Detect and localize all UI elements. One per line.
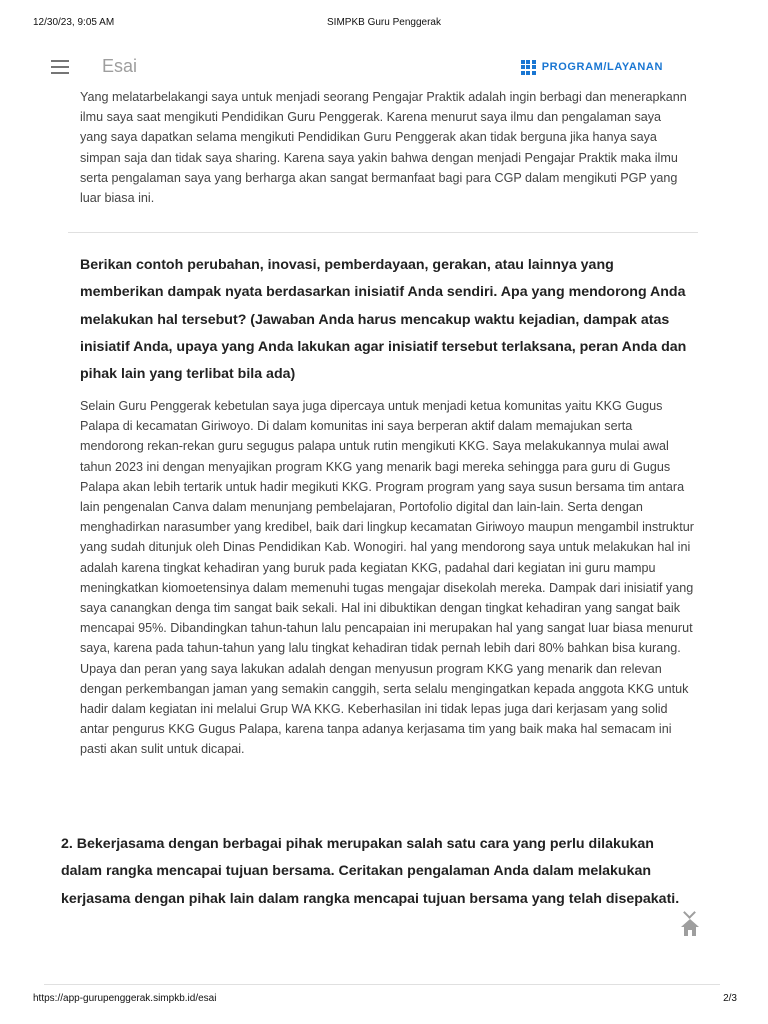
previous-answer-container [80,88,690,213]
question-kerjasama: 2. Bekerjasama dengan berbagai pihak merupakan salah satu cara yang perlu dilakukan dalam rangka mencapai tujuan bersama. Ceritakan pengalaman Anda dalam melakukan kerjasama dengan pihak lain dalam rangka mencapai tujuan bersama yang telah disepakati. [61,836,680,907]
app-bar [33,44,735,90]
question-inisiatif: Berikan contoh perubahan, inovasi, pemberdayaan, gerakan, atau lainnya yang memberikan dampak nyata berdasarkan inisiatif Anda sendiri. Apa yang mendorong Anda melakukan hal tersebut? (Jawaban Anda harus mencakup waktu kejadian, dampak atas inisiatif Anda, upaya yang Anda lakukan agar inisiatif tersebut terlaksana, peran Anda dan pihak lain yang terlibat bila ada) [80,257,687,383]
apps-grid-icon [521,60,536,75]
print-doc-title: SIMPKB Guru Penggerak [327,17,441,28]
menu-icon[interactable] [51,60,69,74]
print-page-number: 2/3 [723,993,737,1004]
print-datetime: 12/30/23, 9:05 AM [33,17,115,28]
chevron-down-icon[interactable] [683,906,696,919]
print-footer [0,993,768,1009]
print-url: https://app-gurupenggerak.simpkb.id/esai [33,993,217,1004]
home-icon[interactable] [681,919,699,936]
program-layanan-label: PROGRAM/LAYANAN [541,61,663,73]
answer-inisiatif: Selain Guru Penggerak kebetulan saya juga dipercaya untuk menjadi ketua komunitas yaitu KKG Gugus Palapa di kecamatan Giriwoyo. Di dalam komunitas ini saya berperan aktif dalam memajukan serta mendorong rekan-rekan guru segugus palapa untuk rutin mengikuti KKG. Saya melakukannya mulai awal tahun 2023 ini dengan menyajikan program KKG yang menarik bagi mereka sehingga para guru di Gugus Palapa akan lebih tertarik untuk hadir megikuti KKG. Program program yang saya susun bersama tim antara lain pengenalan Canva dalam menunjang pembelajaran, Portofolio digital dan lain-lain. Serta dengan menghadirkan narasumber yang kredibel, baik dari lingkup kecamatan Giriwoyo maupun mengambil instruktur yang sudah ditunjuk oleh Dinas Pendidikan Kab. Wonogiri. hal yang mendorong saya untuk melakukan hal ini adalah karena tingkat kehadiran yang buruk pada kegiatan KKG, padahal dari kegiatan ini guru mampu meningkatkan kiomoetensinya dalam memenuhi tugas mengajar disekolah mereka. Dampak dari inisiatif yang saya canangkan denga tim sangat baik sekali. Hal ini dibuktikan dengan tingkat kehadiran yang sangat baik mencapai 95%. Dibandingkan tahun-tahun lalu pencapaian ini merupakan hal yang sangat luar biasa menurut saya, karena pada tahun-tahun yang lalu tingkat kehadiran tidak pernah lebih dari 80% bahkan bisa kurang. Upaya dan peran yang saya lakukan adalah dengan menyusun program KKG yang menarik dan relevan dengan perkembangan jaman yang semakin canggih, serta selalu mengingatkan kepada anggota KKG untuk hadir dalam kegiatan ini melalui Grup WA KKG. Keberhasilan ini tidak lepas juga dari kerjasam yang solid antar pengurus KKG Gugus Palapa, karena tanpa adanya kerjasama tim yang baik maka hal semacam ini pasti akan sulit untuk dicapai. [80,399,694,757]
section-divider [68,232,698,233]
floating-nav [681,908,701,938]
previous-answer-text: Yang melatarbelakangi saya untuk menjadi seorang Pengajar Praktik adalah ingin berbagi dan menerapkann ilmu saya saat mengikuti Pendidikan Guru Penggerak. Karena menurut saya ilmu dan pengalaman saya yang saya dapatkan selama mengikuti Pendidikan Guru Penggerak akan tidak berguna jika hanya saya simpan saja dan tidak saya sharing. Karena saya yakin bahwa dengan menjadi Pengajar Praktik maka ilmu serta pengalaman saya yang berharga akan sangat bermanfaat bagi para CGP dalam mengikuti PGP yang luar biasa ini. [80,90,687,206]
page-title: Esai [102,56,138,76]
bottom-divider [44,984,720,985]
program-layanan-button[interactable] [521,58,663,76]
